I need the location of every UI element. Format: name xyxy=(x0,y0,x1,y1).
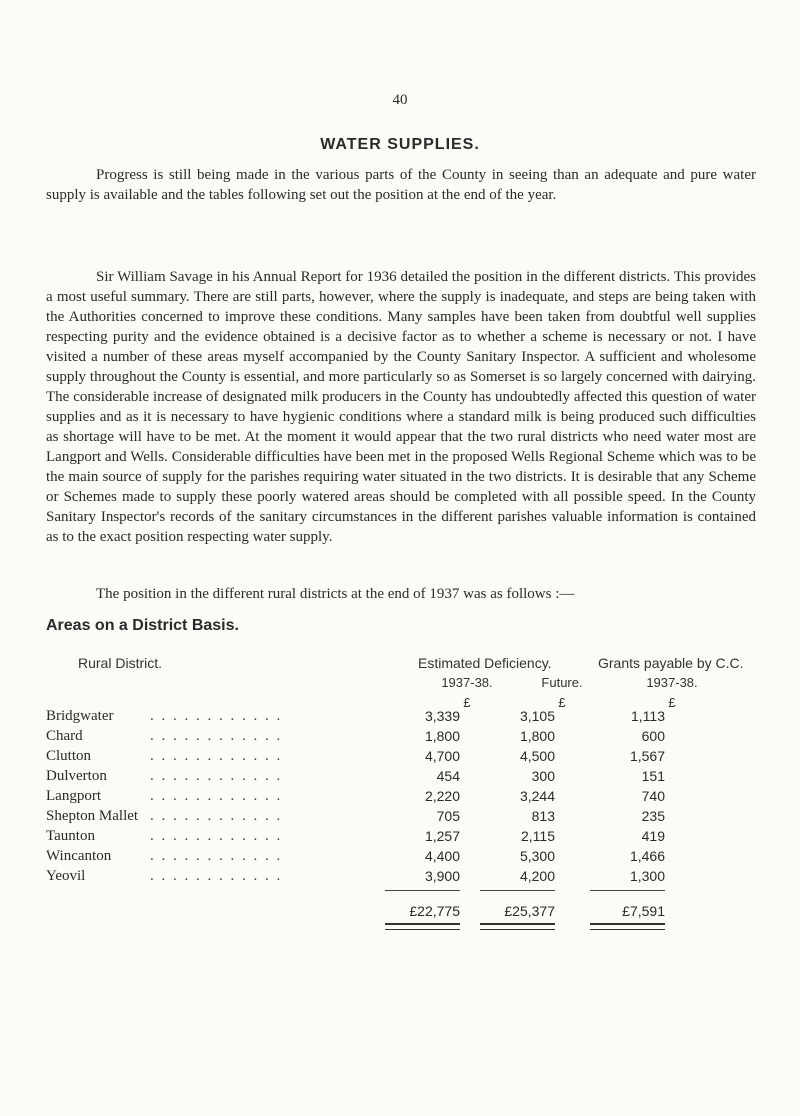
double-rule-grants xyxy=(590,923,665,930)
future-value: 5,300 xyxy=(519,848,555,864)
total-grants: £7,591 xyxy=(622,903,665,919)
table-row xyxy=(0,788,800,808)
grants-value: 1,466 xyxy=(629,848,665,864)
district-name: Yeovil xyxy=(46,868,86,884)
column-header-grants: Grants payable by C.C. xyxy=(598,655,744,671)
sum-rule-future xyxy=(480,890,555,891)
estimated-value: 4,400 xyxy=(424,848,460,864)
currency-future: £ xyxy=(558,695,566,710)
grants-value: 600 xyxy=(641,728,665,744)
table-row xyxy=(0,848,800,868)
leader-dots: . . . . . . . . . . . . xyxy=(150,848,283,864)
double-rule-estimated xyxy=(385,923,460,930)
leader-dots: . . . . . . . . . . . . xyxy=(150,728,283,744)
district-name: Chard xyxy=(46,728,83,744)
district-name: Bridgwater xyxy=(46,708,114,724)
district-name: Wincanton xyxy=(46,848,112,864)
currency-grants: £ xyxy=(668,695,676,710)
column-header-deficiency: Estimated Deficiency. xyxy=(418,655,552,671)
table-row xyxy=(0,708,800,728)
subheader-future: Future. xyxy=(541,675,583,690)
future-value: 3,244 xyxy=(519,788,555,804)
grants-value: 151 xyxy=(641,768,665,784)
estimated-value: 2,220 xyxy=(424,788,460,804)
estimated-value: 454 xyxy=(436,768,460,784)
table-row xyxy=(0,828,800,848)
future-value: 813 xyxy=(531,808,555,824)
district-name: Clutton xyxy=(46,748,92,764)
future-value: 3,105 xyxy=(519,708,555,724)
leader-dots: . . . . . . . . . . . . xyxy=(150,828,283,844)
leader-dots: . . . . . . . . . . . . xyxy=(150,808,283,824)
section-heading: Areas on a District Basis. xyxy=(46,617,239,634)
district-name: Langport xyxy=(46,788,101,804)
estimated-value: 1,257 xyxy=(424,828,460,844)
sum-rule-grants xyxy=(590,890,665,891)
leader-dots: . . . . . . . . . . . . xyxy=(150,788,283,804)
paragraph-intro: Progress is still being made in the various parts of the County in seeing than an adequate and pure water supply is available and the tables following set out the position at the end of the year. xyxy=(46,167,756,203)
page-number: 40 xyxy=(392,92,408,108)
grants-value: 1,113 xyxy=(631,708,665,724)
future-value: 4,200 xyxy=(519,868,555,884)
leader-dots: . . . . . . . . . . . . xyxy=(150,748,283,764)
grants-value: 1,300 xyxy=(629,868,665,884)
paragraph-position: The position in the different rural districts at the end of 1937 was as follows :— xyxy=(96,586,575,602)
future-value: 300 xyxy=(531,768,555,784)
subheader-grants: 1937-38. xyxy=(646,675,698,690)
total-future: £25,377 xyxy=(504,903,555,919)
total-estimated: £22,775 xyxy=(409,903,460,919)
grants-value: 740 xyxy=(641,788,665,804)
page-title: WATER SUPPLIES. xyxy=(320,136,480,153)
grants-value: 1,567 xyxy=(629,748,665,764)
sum-rule-estimated xyxy=(385,890,460,891)
table-row xyxy=(0,768,800,788)
table-row xyxy=(0,868,800,888)
district-name: Dulverton xyxy=(46,768,107,784)
estimated-value: 4,700 xyxy=(424,748,460,764)
subheader-estimated: 1937-38. xyxy=(441,675,493,690)
table-row xyxy=(0,748,800,768)
estimated-value: 3,339 xyxy=(424,708,460,724)
district-name: Shepton Mallet xyxy=(46,808,139,824)
table-body xyxy=(0,708,800,888)
column-header-district: Rural District. xyxy=(78,655,163,671)
table-row xyxy=(0,728,800,748)
grants-value: 235 xyxy=(641,808,665,824)
grants-value: 419 xyxy=(641,828,665,844)
leader-dots: . . . . . . . . . . . . xyxy=(150,868,283,884)
estimated-value: 3,900 xyxy=(424,868,460,884)
paragraph-report: Sir William Savage in his Annual Report for 1936 detailed the position in the different districts. This provides a most useful summary. There are still parts, however, where the supply is inadequate, and steps are being taken with the Authorities concerned to improve these conditions. Many samples have been taken from doubtful well supplies respecting purity and the evidence obtained is a decisive factor as to whether a scheme is necessary or not. I have visited a number of these areas myself accompanied by the County Sanitary Inspector. A sufficient and wholesome supply throughout the County is essential, and more particularly so as Somerset is so largely concerned with dairying. The considerable increase of designated milk producers in the County has undoubtedly affected this question of water supplies and as it is necessary to have hygienic conditions where a standard milk is being produced such difficulties as shortage will have to be met. At the moment it would appear that the two rural districts who need water most are Langport and Wells. Considerable difficulties have been met in the proposed Wells Regional Scheme which was to be the main source of supply for the parishes requiring water situated in the two districts. It is desirable that any Scheme or Schemes made to supply these poorly watered areas should be completed with all possible speed. In the County Sanitary Inspector's records of the sanitary circumstances in the different parishes valuable information is contained as to the exact position respecting water supply. xyxy=(46,269,756,545)
estimated-value: 1,800 xyxy=(424,728,460,744)
future-value: 1,800 xyxy=(519,728,555,744)
currency-estimated: £ xyxy=(463,695,471,710)
future-value: 4,500 xyxy=(519,748,555,764)
table-row xyxy=(0,808,800,828)
leader-dots: . . . . . . . . . . . . xyxy=(150,768,283,784)
leader-dots: . . . . . . . . . . . . xyxy=(150,708,283,724)
double-rule-future xyxy=(480,923,555,930)
district-name: Taunton xyxy=(46,828,95,844)
estimated-value: 705 xyxy=(436,808,460,824)
future-value: 2,115 xyxy=(521,828,555,844)
